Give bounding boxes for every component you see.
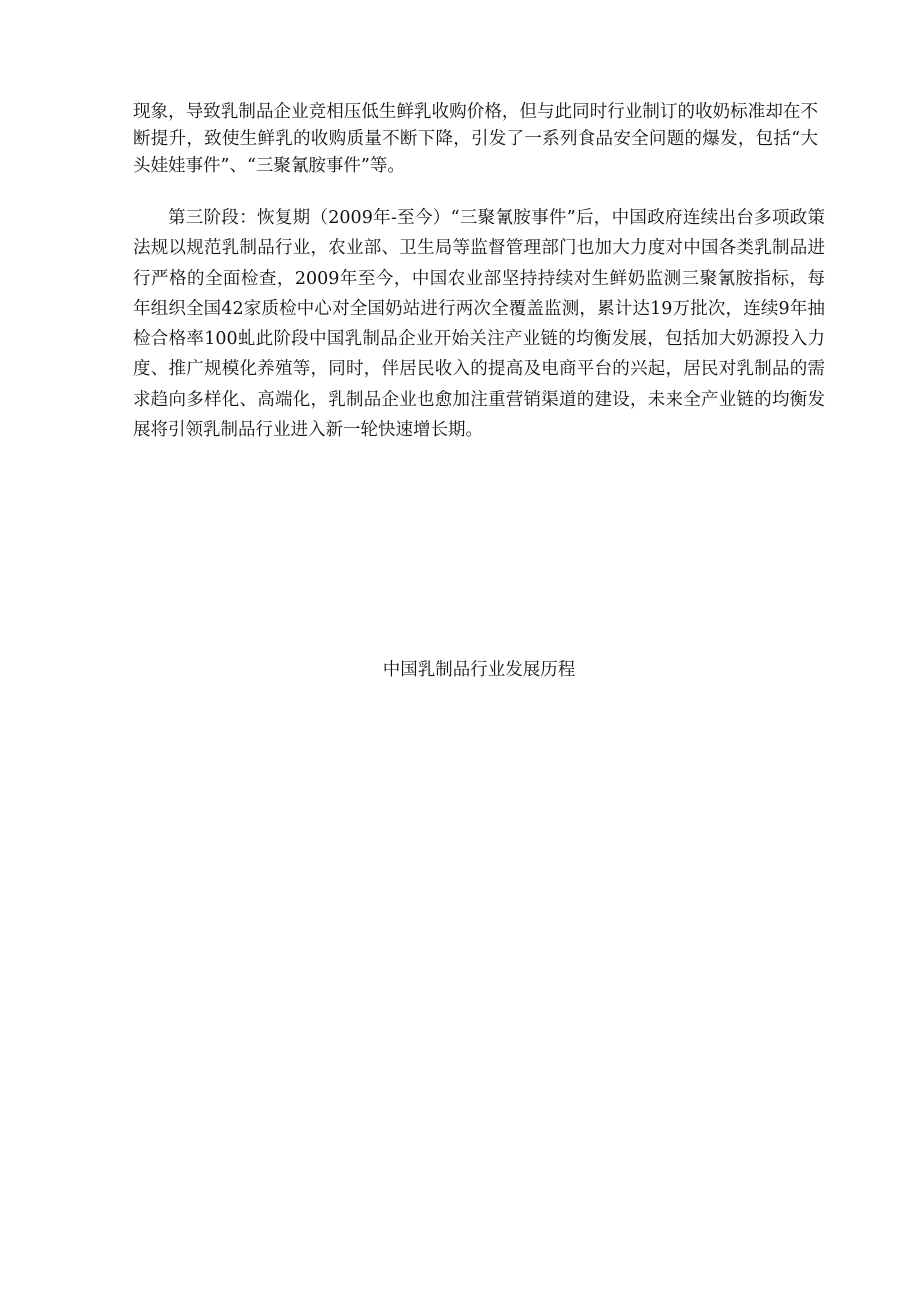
paragraph-continued: 现象，导致乳制品企业竞相压低生鲜乳收购价格，但与此同时行业制订的收奶标准却在不断提升，致使生鲜乳的收购质量不断下降，引发了一系列食品安全问题的爆发，包括“大头娃娃事件”、“三聚氰胺事件”等。 bbox=[133, 102, 818, 176]
figure-caption: 中国乳制品行业发展历程 bbox=[382, 660, 576, 680]
paragraph-stage-three: 第三阶段：恢复期（2009年-至今）“三聚氰胺事件”后，中国政府连续出台多项政策法规以规范乳制品行业，农业部、卫生局等监督管理部门也加大力度对中国各类乳制品进行严格的全面检查，2009年至今，中国农业部坚持持续对生鲜奶监测三聚氰胺指标，每年组织全国42家质检中心对全国奶站进行两次全覆盖监测，累计达19万批次，连续9年抽检合格率100虬此阶段中国乳制品企业开始关注产业链的均衡发展，包括加大奶源投入力度、推广规模化养殖等，同时，伴居民收入的提高及电商平台的兴起，居民对乳制品的需求趋向多样化、高端化，乳制品企业也愈加注重营销渠道的建设，未来全产业链的均衡发展将引领乳制品行业进入新一轮快速增长期。 bbox=[133, 208, 825, 441]
